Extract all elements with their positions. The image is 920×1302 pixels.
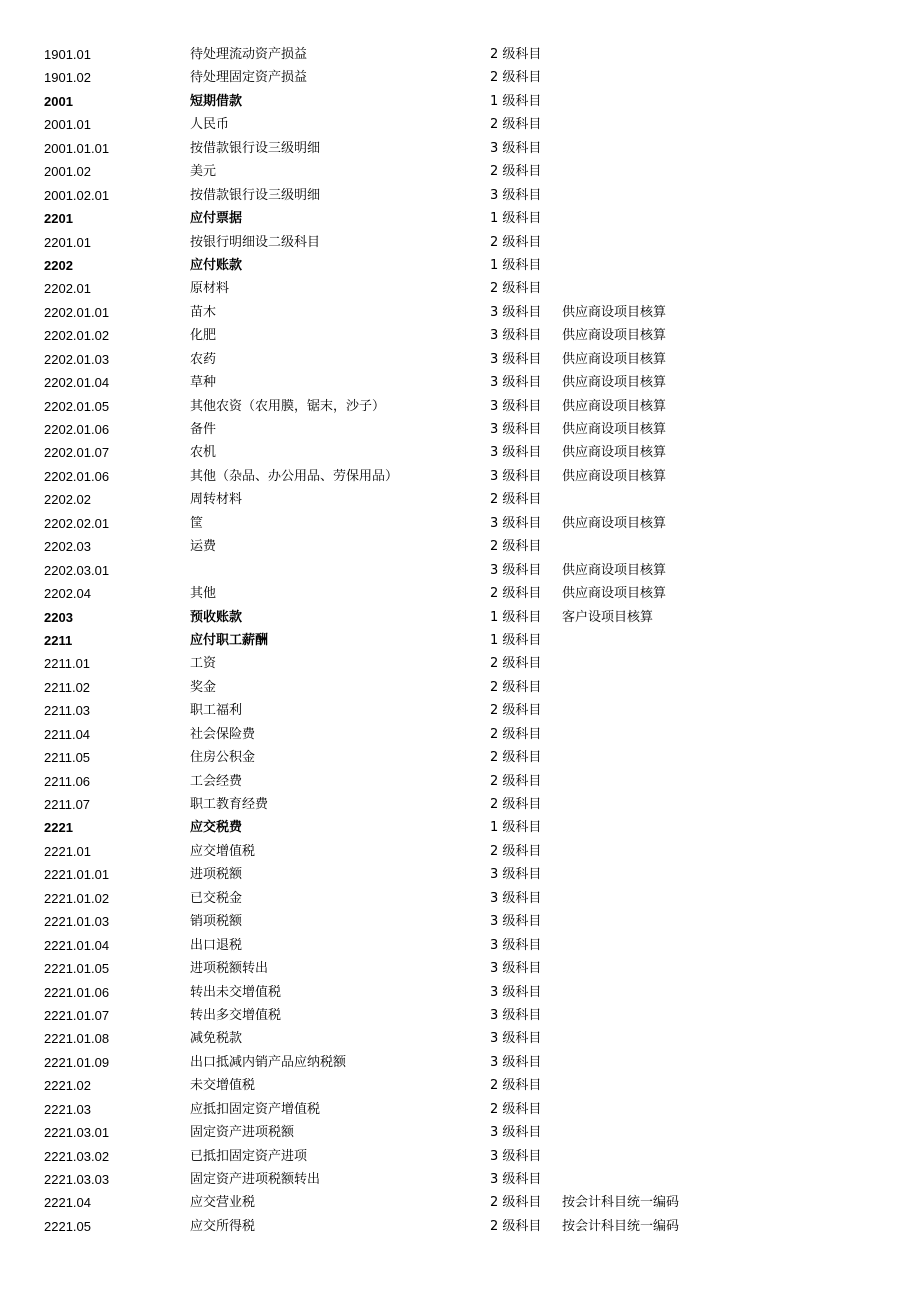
table-row (0, 512, 920, 535)
table-row (0, 887, 920, 910)
account-name-cell: 出口退税 (190, 937, 243, 953)
account-level-cell: 2 级科目 (490, 70, 542, 86)
account-name-cell: 农药 (190, 351, 217, 367)
account-name-cell: 短期借款 (190, 93, 243, 109)
account-code-cell: 2201.01 (44, 234, 91, 250)
account-note-cell: 供应商设项目核算 (562, 468, 667, 484)
table-row (0, 934, 920, 957)
table-row (0, 1027, 920, 1050)
account-name-cell: 预收账款 (190, 609, 243, 625)
table-row (0, 1121, 920, 1144)
account-level-cell: 2 级科目 (490, 726, 542, 742)
account-code-cell: 2221.03.01 (44, 1125, 110, 1141)
account-code-cell: 2211 (44, 632, 73, 648)
account-level-cell: 2 级科目 (490, 1218, 542, 1234)
account-name-cell: 职工教育经费 (190, 797, 269, 812)
account-name-cell: 筐 (190, 515, 204, 531)
account-name-cell: 化肥 (190, 328, 217, 344)
table-row (0, 301, 920, 324)
account-name-cell: 按借款银行设三级明细 (190, 140, 321, 156)
account-note-cell: 供应商设项目核算 (562, 398, 667, 414)
table-row (0, 770, 920, 793)
account-level-cell: 3 级科目 (490, 351, 542, 367)
account-level-cell: 2 级科目 (490, 281, 542, 297)
account-code-cell: 2221.01.09 (44, 1054, 110, 1070)
account-level-cell: 2 级科目 (490, 843, 542, 859)
table-row (0, 488, 920, 511)
table-row (0, 348, 920, 371)
table-row (0, 957, 920, 980)
table-row (0, 184, 920, 207)
account-code-cell: 2221 (44, 820, 73, 836)
account-code-cell: 2221.04 (44, 1195, 91, 1211)
account-level-cell: 3 级科目 (490, 140, 542, 156)
table-row (0, 1191, 920, 1214)
account-level-cell: 3 级科目 (490, 1031, 542, 1047)
table-row (0, 863, 920, 886)
account-level-cell: 3 级科目 (490, 515, 542, 531)
account-level-cell: 1 级科目 (490, 257, 542, 273)
table-row (0, 910, 920, 933)
account-name-cell: 草种 (190, 375, 217, 391)
account-code-cell: 2211.07 (44, 797, 91, 812)
table-row (0, 324, 920, 347)
table-row (0, 441, 920, 464)
account-note-cell: 供应商设项目核算 (562, 375, 667, 391)
account-name-cell: 其他（杂品、办公用品、劳保用品） (190, 468, 399, 484)
account-name-cell: 其他农资（农用膜，锯末，沙子） (190, 398, 386, 414)
account-name-cell: 周转材料 (190, 492, 243, 508)
account-level-cell: 2 级科目 (490, 1101, 542, 1117)
account-code-cell: 2202.01.04 (44, 375, 110, 391)
account-name-cell: 固定资产进项税额转出 (190, 1172, 321, 1187)
account-code-cell: 2211.04 (44, 726, 91, 742)
account-code-cell: 2202.01.03 (44, 351, 110, 367)
account-name-cell: 应交税费 (190, 820, 243, 836)
account-level-cell: 2 级科目 (490, 492, 542, 508)
table-row (0, 277, 920, 300)
table-row (0, 1051, 920, 1074)
account-level-cell: 1 级科目 (490, 211, 542, 227)
account-code-cell: 2202.01.05 (44, 398, 110, 414)
account-code-cell: 2211.05 (44, 750, 91, 766)
account-code-cell: 2202.04 (44, 586, 91, 602)
account-code-cell: 2202.03.01 (44, 562, 110, 578)
account-code-cell: 2221.05 (44, 1218, 91, 1234)
account-name-cell: 按借款银行设三级明细 (190, 187, 321, 203)
table-row (0, 43, 920, 66)
account-name-cell: 已抵扣固定资产进项 (190, 1148, 308, 1164)
account-code-cell: 2221.01.01 (44, 867, 110, 883)
account-name-cell: 社会保险费 (190, 726, 256, 742)
account-note-cell: 按会计科目统一编码 (562, 1218, 680, 1234)
account-code-cell: 2221.01.08 (44, 1031, 110, 1047)
account-code-cell: 2202.01.07 (44, 445, 110, 461)
account-code-cell: 2001.02 (44, 164, 91, 180)
account-level-cell: 3 级科目 (490, 937, 542, 953)
account-name-cell: 运费 (190, 539, 217, 555)
account-code-cell: 2001 (44, 93, 73, 109)
account-level-cell: 2 级科目 (490, 656, 542, 672)
account-name-cell: 已交税金 (190, 890, 243, 906)
account-code-cell: 2202.01.01 (44, 304, 110, 320)
account-code-cell: 1901.02 (44, 70, 91, 86)
account-code-cell: 2202.02.01 (44, 515, 110, 531)
account-code-cell: 2221.01.04 (44, 937, 110, 953)
account-name-cell: 备件 (190, 422, 217, 437)
account-code-cell: 2001.01 (44, 117, 91, 133)
account-name-cell: 美元 (190, 164, 217, 180)
table-row (0, 629, 920, 652)
account-name-cell: 应交增值税 (190, 843, 256, 859)
account-name-cell: 转出未交增值税 (190, 984, 282, 1000)
account-note-cell: 供应商设项目核算 (562, 445, 667, 461)
account-level-cell: 1 级科目 (490, 820, 542, 836)
table-row (0, 90, 920, 113)
account-name-cell: 应抵扣固定资产增值税 (190, 1101, 321, 1117)
account-level-cell: 3 级科目 (490, 468, 542, 484)
table-row (0, 699, 920, 722)
account-name-cell: 未交增值税 (190, 1078, 256, 1094)
account-level-cell: 3 级科目 (490, 984, 542, 1000)
account-name-cell: 进项税额转出 (190, 961, 269, 977)
account-note-cell: 供应商设项目核算 (562, 586, 667, 602)
account-code-cell: 2202.01 (44, 281, 91, 297)
account-note-cell: 按会计科目统一编码 (562, 1195, 680, 1211)
table-row (0, 418, 920, 441)
account-name-cell: 工会经费 (190, 773, 243, 789)
account-level-cell: 2 级科目 (490, 750, 542, 766)
account-name-cell: 工资 (190, 656, 217, 672)
account-code-cell: 2211.02 (44, 679, 91, 695)
account-level-cell: 3 级科目 (490, 867, 542, 883)
table-row (0, 652, 920, 675)
table-row (0, 254, 920, 277)
account-level-cell: 3 级科目 (490, 445, 542, 461)
account-level-cell: 2 级科目 (490, 1078, 542, 1094)
account-name-cell: 应付账款 (190, 257, 243, 273)
account-code-cell: 2202.02 (44, 492, 91, 508)
table-row (0, 746, 920, 769)
account-name-cell: 转出多交增值税 (190, 1007, 282, 1023)
table-row (0, 793, 920, 816)
account-level-cell: 2 级科目 (490, 586, 542, 602)
account-level-cell: 3 级科目 (490, 1007, 542, 1023)
table-row (0, 371, 920, 394)
table-row (0, 465, 920, 488)
account-level-cell: 2 级科目 (490, 703, 542, 719)
account-level-cell: 2 级科目 (490, 234, 542, 250)
account-code-cell: 2221.01.02 (44, 890, 110, 906)
account-note-cell: 供应商设项目核算 (562, 351, 667, 367)
account-level-cell: 3 级科目 (490, 398, 542, 414)
table-row (0, 582, 920, 605)
table-row (0, 160, 920, 183)
account-name-cell: 应付票据 (190, 211, 243, 227)
account-level-cell: 2 级科目 (490, 47, 542, 62)
account-level-cell: 2 级科目 (490, 773, 542, 789)
account-level-cell: 3 级科目 (490, 1125, 542, 1141)
account-level-cell: 3 级科目 (490, 914, 542, 930)
account-note-cell: 供应商设项目核算 (562, 328, 667, 344)
table-row (0, 535, 920, 558)
account-level-cell: 3 级科目 (490, 961, 542, 977)
account-name-cell: 人民币 (190, 117, 230, 133)
account-name-cell: 应交营业税 (190, 1195, 256, 1211)
account-name-cell: 住房公积金 (190, 750, 256, 766)
account-level-cell: 2 级科目 (490, 164, 542, 180)
account-code-cell: 2221.03.03 (44, 1172, 110, 1187)
account-code-cell: 2221.01 (44, 843, 91, 859)
table-row (0, 231, 920, 254)
account-name-cell: 原材料 (190, 281, 230, 297)
account-level-cell: 3 级科目 (490, 562, 542, 578)
account-name-cell: 农机 (190, 445, 217, 461)
account-code-cell: 2221.03.02 (44, 1148, 110, 1164)
account-code-cell: 2001.02.01 (44, 187, 110, 203)
account-level-cell: 3 级科目 (490, 422, 542, 437)
account-name-cell: 其他 (190, 586, 217, 602)
account-code-cell: 2202.01.06 (44, 468, 110, 484)
account-name-cell: 减免税款 (190, 1031, 243, 1047)
table-row (0, 137, 920, 160)
table-row (0, 559, 920, 582)
account-code-cell: 2211.03 (44, 703, 91, 719)
table-row (0, 1004, 920, 1027)
account-name-cell: 固定资产进项税额 (190, 1125, 295, 1141)
account-level-cell: 2 级科目 (490, 797, 542, 812)
account-level-cell: 2 级科目 (490, 679, 542, 695)
table-row (0, 1074, 920, 1097)
account-level-cell: 3 级科目 (490, 1148, 542, 1164)
account-code-cell: 2221.02 (44, 1078, 91, 1094)
table-row (0, 113, 920, 136)
account-code-cell: 2221.03 (44, 1101, 91, 1117)
account-name-cell: 应付职工薪酬 (190, 632, 269, 648)
account-level-cell: 3 级科目 (490, 1054, 542, 1070)
account-code-cell: 2211.06 (44, 773, 91, 789)
account-note-cell: 供应商设项目核算 (562, 515, 667, 531)
account-name-cell: 奖金 (190, 679, 217, 695)
table-row (0, 816, 920, 839)
account-code-cell: 1901.01 (44, 47, 91, 62)
account-code-cell: 2202 (44, 257, 73, 273)
account-name-cell: 待处理固定资产损益 (190, 70, 308, 86)
account-code-cell: 2203 (44, 609, 73, 625)
account-name-cell: 进项税额 (190, 867, 243, 883)
account-level-cell: 3 级科目 (490, 1172, 542, 1187)
account-code-cell: 2221.01.05 (44, 961, 110, 977)
account-level-cell: 3 级科目 (490, 890, 542, 906)
account-level-cell: 3 级科目 (490, 187, 542, 203)
account-level-cell: 1 级科目 (490, 632, 542, 648)
account-code-table (0, 43, 920, 1238)
account-level-cell: 3 级科目 (490, 375, 542, 391)
account-code-cell: 2001.01.01 (44, 140, 110, 156)
account-code-cell: 2221.01.07 (44, 1007, 110, 1023)
account-level-cell: 2 级科目 (490, 539, 542, 555)
account-code-cell: 2202.01.02 (44, 328, 110, 344)
account-name-cell: 销项税额 (190, 914, 243, 930)
table-row (0, 1098, 920, 1121)
table-row (0, 395, 920, 418)
table-row (0, 207, 920, 230)
table-row (0, 676, 920, 699)
account-name-cell: 按银行明细设二级科目 (190, 234, 321, 250)
account-note-cell: 供应商设项目核算 (562, 422, 667, 437)
account-level-cell: 2 级科目 (490, 117, 542, 133)
account-level-cell: 3 级科目 (490, 328, 542, 344)
account-code-cell: 2202.03 (44, 539, 91, 555)
account-name-cell: 应交所得税 (190, 1218, 256, 1234)
account-code-cell: 2202.01.06 (44, 422, 110, 437)
account-name-cell: 出口抵减内销产品应纳税额 (190, 1054, 347, 1070)
account-note-cell: 客户设项目核算 (562, 609, 654, 625)
account-code-cell: 2211.01 (44, 656, 91, 672)
account-level-cell: 1 级科目 (490, 93, 542, 109)
account-name-cell: 待处理流动资产损益 (190, 47, 308, 62)
account-level-cell: 3 级科目 (490, 304, 542, 320)
account-code-cell: 2201 (44, 211, 73, 227)
table-row (0, 606, 920, 629)
table-row (0, 1168, 920, 1191)
account-code-cell: 2221.01.03 (44, 914, 110, 930)
account-note-cell: 供应商设项目核算 (562, 562, 667, 578)
account-level-cell: 1 级科目 (490, 609, 542, 625)
table-row (0, 723, 920, 746)
account-code-cell: 2221.01.06 (44, 984, 110, 1000)
account-note-cell: 供应商设项目核算 (562, 304, 667, 320)
table-row (0, 1215, 920, 1238)
account-name-cell: 职工福利 (190, 703, 243, 719)
account-name-cell: 苗木 (190, 304, 217, 320)
table-row (0, 1145, 920, 1168)
table-row (0, 981, 920, 1004)
table-row (0, 840, 920, 863)
account-level-cell: 2 级科目 (490, 1195, 542, 1211)
table-row (0, 66, 920, 89)
